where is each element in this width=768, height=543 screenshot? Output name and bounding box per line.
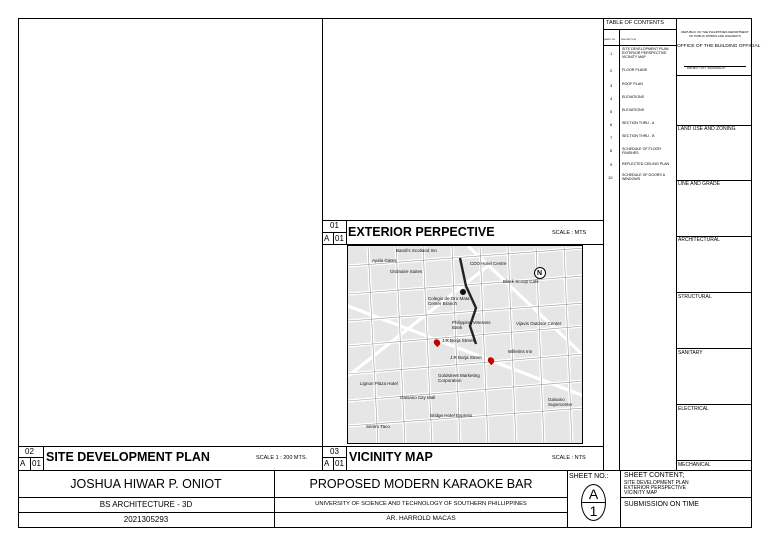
vicinity-title: VICINITY MAP (349, 450, 433, 464)
map-label: Bandi's Scotland Inn (396, 248, 437, 253)
divider-title-block (18, 470, 752, 471)
map-label: Sentro Taco (366, 424, 390, 429)
map-label: Colegio de Oro Mata Center Branch (428, 296, 470, 306)
exterior-sheet: A (324, 234, 330, 243)
toc-item-number: 2 (610, 68, 613, 73)
approval-section-label: ARCHITECTURAL (678, 237, 720, 243)
toc-item-number: 4 (610, 96, 613, 101)
course: BS ARCHITECTURE - 3D (99, 500, 193, 509)
toc-header-desc: DESCRIPTION (621, 39, 636, 41)
north-label: N (537, 270, 543, 277)
toc-item-number: 10 (608, 175, 613, 180)
toc-item-number: 8 (610, 148, 613, 153)
toc-item-number: 6 (610, 122, 613, 127)
approval-header: REPUBLIC OF THE PHILIPPINES DEPARTMENT OF PUBLIC WORKS AND HIGHWAYS (681, 30, 749, 38)
toc-item-description: SCHEDULE OF DOORS & WINDOWS (622, 173, 666, 181)
approval-section-label: MECHANICAL (678, 462, 711, 468)
toc-item-description: REFLECTED CEILING PLAN (622, 162, 670, 166)
map-label: Gaisano City Mall (400, 395, 436, 400)
vicinity-sheet: A (324, 459, 330, 468)
toc-item-description: SCHEDULE OF FLOOR FINISHES (622, 147, 661, 155)
exterior-number: 01 (330, 221, 339, 230)
project-title: PROPOSED MODERN KARAOKE BAR (309, 477, 533, 491)
toc-item-description: SECTION THRU - B (622, 134, 655, 138)
vicinity-map (347, 245, 583, 444)
vicinity-number: 03 (330, 447, 339, 456)
sheet-content-item: EXTERIOR PERSPECTIVE (624, 485, 686, 491)
approval-sub: DISTRICT / CITY / MUNICIPALITY (687, 67, 726, 70)
site-plan-number: 02 (25, 447, 34, 456)
map-label: J.R Borja Street (442, 338, 474, 343)
toc-title: TABLE OF CONTENTS (606, 20, 664, 26)
map-label: Goldstreet Marketing Corporation (438, 373, 480, 383)
university-name: UNIVERSITY OF SCIENCE AND TECHNOLOGY OF SOUTHERN PHILLIPPINES (315, 501, 527, 507)
toc-header-no: SHEET NO. (604, 39, 616, 41)
divider-toc-approvals (676, 18, 677, 470)
sheet-content-item: SITE DEVELOPMENT PLAN (624, 480, 689, 486)
toc-item-description: SECTION THRU - A (622, 121, 655, 125)
approval-section-label: STRUCTURAL (678, 294, 712, 300)
site-plan-sheet: A (20, 459, 26, 468)
toc-item-number: 1 (610, 51, 613, 56)
map-label: Bridge Hotel Express (430, 413, 473, 418)
toc-item-description: ELEVATIONS (622, 95, 645, 99)
toc-item-description: FLOOR PLANS (622, 68, 648, 72)
toc-item-number: 5 (610, 109, 613, 114)
toc-item-description: SITE DEVELOPMENT PLAN EXTERIOR PERSPECTIVE VICINITY MAP (622, 47, 669, 59)
approval-office: OFFICE OF THE BUILDING OFFICIAL (677, 44, 761, 49)
vicinity-scale: SCALE : NTS (552, 455, 586, 461)
submission-label: SUBMISSION ON TIME (624, 501, 699, 508)
exterior-sheet-number: 01 (335, 234, 344, 243)
map-label: Ayala Gates (372, 258, 397, 263)
toc-item-description: ELEVATIONS (622, 108, 645, 112)
approval-section-label: LAND USE AND ZONING (678, 126, 736, 132)
toc-item-description: ROOF PLAN (622, 82, 643, 86)
map-label: Black Scoop Cafe (503, 279, 539, 284)
sheet-content-label: SHEET CONTENT; (624, 472, 685, 479)
map-label: Willetins Inn (508, 349, 533, 354)
toc-item-number: 9 (610, 162, 613, 167)
toc-item-number: 3 (610, 83, 613, 88)
approval-section-label: ELECTRICAL (678, 406, 709, 412)
map-label: CDO Hotel Centre (470, 261, 507, 266)
student-id: 2021305293 (123, 515, 169, 524)
exterior-scale: SCALE : MTS (552, 230, 587, 236)
sheet-letter: A (588, 486, 599, 502)
toc-item-number: 7 (610, 135, 613, 140)
divider-drawings-sidebar (603, 18, 604, 470)
site-plan-title: SITE DEVELOPMENT PLAN (46, 450, 210, 464)
approval-section-label: LINE AND GRADE (678, 181, 720, 187)
site-plan-scale: SCALE 1 : 200 MTS. (256, 455, 308, 461)
map-pin-icon (460, 289, 466, 295)
student-name: JOSHUA HIWAR P. ONIOT (70, 477, 222, 491)
sheet-content-item: VICINITY MAP (624, 490, 658, 496)
map-label: Gaisano Supercenter (548, 397, 573, 407)
instructor-name: AR. HARROLD MACAS (386, 515, 456, 522)
approval-section-label: SANITARY (678, 350, 703, 356)
map-label: J.R Borja Street (450, 355, 482, 360)
map-label: Philippine Veterans Bank (452, 320, 491, 330)
vicinity-sheet-number: 01 (335, 459, 344, 468)
map-label: Ordinaire Suites (390, 269, 423, 274)
map-label: Vijavis Outdoor Center (516, 321, 562, 326)
exterior-title: EXTERIOR PERPECTIVE (348, 225, 495, 239)
map-label: Lignon Plaza Hotel (360, 381, 398, 386)
site-plan-sheet-number: 01 (32, 459, 41, 468)
sheet-number: 1 (589, 503, 598, 519)
sheet-no-label: SHEET NO.: (569, 473, 609, 480)
